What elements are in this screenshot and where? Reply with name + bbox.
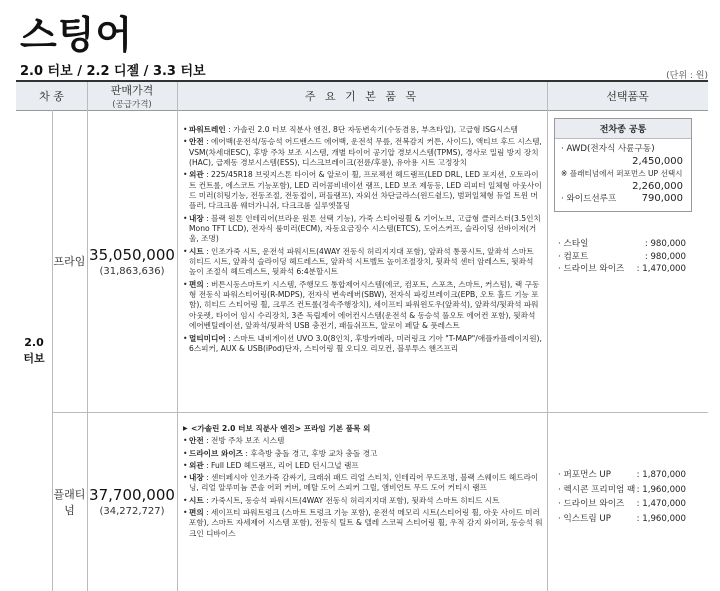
common-options-title: 전차종 공통 [555, 119, 691, 139]
options-prime [558, 238, 686, 276]
sunroof-option: · 와이드선루프 790,000 [561, 193, 683, 204]
trim-price-platinum [87, 412, 177, 591]
spec-item: • 시트 : 가죽시트, 동승석 파워시트(4WAY 전동식 허리지지대 포함), 뒷좌석 스마트 히티드 시트 [183, 496, 543, 506]
trim-name-prime: 프라임 [53, 255, 86, 268]
common-options-box [554, 118, 692, 212]
price-prime: 35,050,000 [89, 245, 175, 264]
page-title: 스팅어 [20, 13, 134, 57]
header-price: 판매가격 (공급가격) [87, 82, 177, 111]
price-table [16, 80, 708, 591]
option-row: · 렉시콘 프리미엄 팩 : 1,960,000 [558, 484, 686, 495]
option-row: · 컴포트 : 980,000 [558, 251, 686, 262]
supply-price-prime: (31,863,636) [99, 265, 165, 277]
spec-item: • 안전 : 전방 주차 보조 시스템 [183, 436, 543, 446]
spec-item: • 멀티미디어 : 스마트 내비게이션 UVO 3.0(8인치, 후방카메라, 미러링크 기아 "T-MAP"/애플카플레이지원), 6스피커, AUX & USB(iPod)단자, 스티어링 휠 오디오 리모컨, 블루투스 핸즈프리 [183, 334, 543, 355]
header-features: 주 요 기 본 품 목 [177, 82, 547, 111]
spec-item: • 시트 : 인조가죽 시트, 운전석 파워시트(4WAY 전동식 허리지지대 포함), 앞좌석 통풍시트, 앞좌석 스마트 히티드 시트, 앞좌석 슬라이딩 헤드레스트, 앞좌석 시트벨트 높이조절장치, 뒷좌석 센터 암레스트, 뒷좌석 높이 조절식 헤드레스트, 뒷좌석 6:4분할시트 [183, 247, 543, 278]
awd-note-price: 2,260,000 [632, 181, 683, 192]
options-platinum [558, 468, 686, 526]
trim-name-platinum: 플래티넘 [53, 487, 86, 517]
spec-item: • 외관 : 225/45R18 브릿지스톤 타이어 & 알로이 휠, 프로젝션 헤드램프(LED DRL, LED 포지션, 오토라이트 컨트롤, 에스코트 기능포함), LED 리어콤비네이션 램프, LED 보조 제동등, LED 리피터 일체형 아웃사이드 미러(히팅기능, 전동조절, 전동접이, 퍼들램프), 자외선 차단글라스(윈드쉴드), 범퍼일체형 듀얼 트윈 머플러, 다크크롬 웨더가니쉬, 다크크롬 실루엣몰딩 [183, 170, 543, 212]
features-prime [183, 125, 543, 356]
option-row: · 스타일 : 980,000 [558, 239, 686, 249]
spec-item: • 내장 : 센터페시아 인조가죽 감싸기, 크래쉬 패드 리얼 스티치, 인테리어 무드조명, 블랙 스웨이드 헤드라이닝, 리얼 알루미늄 콘솔 어퍼 커버, 메탈 도어 스피커 그릴, 앰비언트 무드 도어 커티시 램프 [183, 473, 543, 494]
header-model: 차 종 [16, 82, 87, 111]
supply-price-platinum: (34,272,727) [99, 506, 165, 517]
option-row: · 드라이브 와이즈 : 1,470,000 [558, 264, 686, 274]
spec-head: ▶ <가솔린 2.0 터보 직분사 엔진> 프라임 기본 품목 외 [183, 424, 543, 434]
option-row: · 퍼포먼스 UP : 1,870,000 [558, 470, 686, 480]
price-platinum: 37,700,000 [89, 486, 175, 504]
awd-option: · AWD(전자식 사륜구동) [561, 144, 655, 154]
trim-price-prime [87, 110, 177, 412]
unit-label: (단위 : 원) [666, 71, 708, 81]
spec-item: • 파워트레인 : 가솔린 2.0 터보 직분사 엔진, 8단 자동변속기(수동겸용, 부츠타입), 고급형 ISG시스템 [183, 125, 543, 135]
awd-note: ※ 플래티넘에서 퍼포먼스 UP 선택시 [561, 169, 683, 178]
spec-item: • 안전 : 에어백(운전석/동승석 어드밴스드 에어백, 운전석 무릎, 전복감지 커튼, 사이드), 액티브 후드 시스템, VSM(차세대ESC), 후방 주차 보조 시스템, 개별 타이어 공기압 경보시스템(TPMS), 경사로 밀림 방지 장치(HAC), 급제동 경보시스템(ESS), 디스크브레이크(전륜/후륜), 유아용 시트 고정장치 [183, 137, 543, 168]
spec-item: • 내장 : 블랙 원톤 인테리어(브라운 원톤 선택 기능), 가죽 스티어링휠 & 기어노브, 고급형 클러스터(3.5인치 Mono TFT LCD), 전자식 룸미러(ECM), 자동요금징수 시스템(ETCS), 도어스커프, 슬라이딩 선바이저(거울, 조명) [183, 214, 543, 245]
page-subtitle: 2.0 터보 / 2.2 디젤 / 3.3 터보 [20, 64, 206, 79]
engine-cell: 2.0 터보 [23, 335, 45, 365]
option-row: · 익스트림 UP : 1,960,000 [558, 513, 686, 524]
spec-item: • 편의 : 버튼시동스마트키 시스템, 주행모드 통합제어시스템(에코, 컴포트, 스포츠, 스마트, 커스텀), 랙 구동형 전동식 파워스티어링(R-MDPS), 전자식 변속레버(SBW), 전자식 파킹브레이크(EPB, 오토 홀드 기능 포함), 히티드 스티어링 휠, 크루즈 컨트롤(정속주행장치), 세이프티 파워윈도우(앞좌석), 앞좌석/뒷좌석 파워아웃렛, 타이어 임시 수리장치, 3존 독립제어 에어컨시스템(운전석 & 동승석 풀오토 에어컨 포함), 뒷좌석 에어벤틸레이션, 앞좌석/뒷좌석 USB 충전기, 패들쉬프트, 알로이 페달 & 풋레스트 [183, 280, 543, 332]
features-platinum [183, 424, 543, 541]
spec-item: • 편의 : 세이프티 파워트렁크 (스마트 트렁크 기능 포함), 운전석 메모리 시트(스티어링 휠, 아웃 사이드 미러포함), 스마트 자세제어 시스템 포함), 전동식 틸트 & 텔레 스코픽 스티어링 휠, 우적 감지 와이퍼, 동승석 워크인 디바이스 [183, 508, 543, 539]
spec-item: • 드라이브 와이즈 : 후측방 충돌 경고, 후방 교차 충돌 경고 [183, 449, 543, 459]
spec-item: • 외관 : Full LED 헤드램프, 리어 LED 턴시그널 램프 [183, 461, 543, 471]
awd-price: 2,450,000 [632, 156, 683, 167]
header-options: 선택품목 [547, 82, 708, 111]
option-row: · 드라이브 와이즈 : 1,470,000 [558, 499, 686, 509]
